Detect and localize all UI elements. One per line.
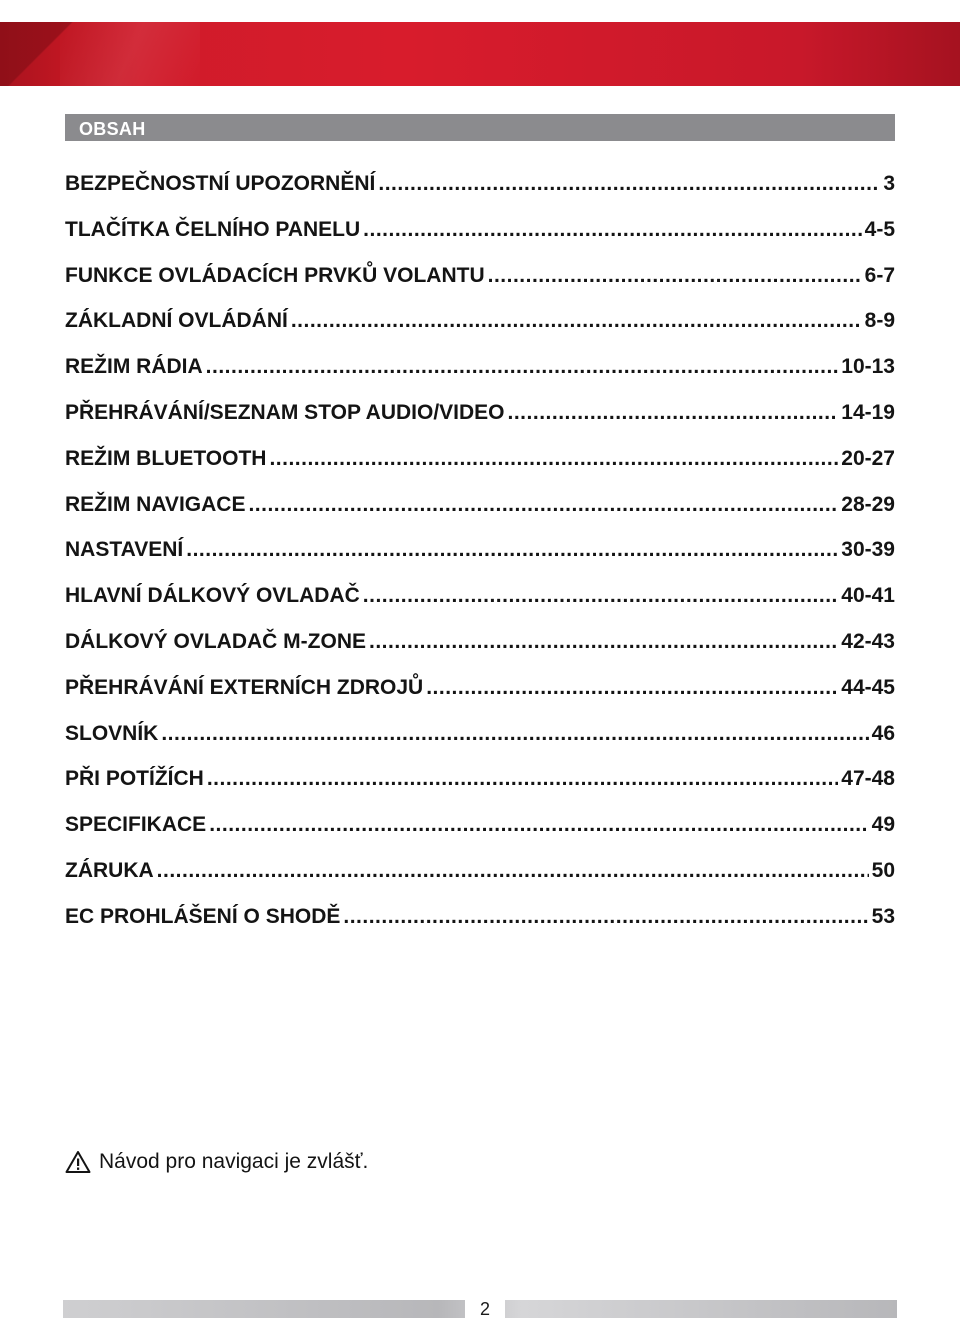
toc-label: REŽIM BLUETOOTH: [65, 446, 267, 470]
toc-page: 40-41: [841, 584, 895, 608]
toc-label: PŘEHRÁVÁNÍ EXTERNÍCH ZDROJŮ: [65, 675, 424, 699]
dot-leader: [269, 447, 838, 471]
toc-entry[interactable]: [65, 401, 895, 447]
section-title: OBSAH: [79, 119, 146, 139]
toc-page: 44-45: [841, 675, 895, 699]
page-number: 2: [465, 1299, 505, 1319]
toc-page: 47-48: [841, 767, 895, 791]
toc-entry[interactable]: [65, 309, 895, 355]
dot-leader: [363, 584, 839, 608]
brand-bar-highlight: [60, 22, 200, 86]
toc-entry[interactable]: [65, 767, 895, 813]
toc-label: REŽIM NAVIGACE: [65, 492, 246, 516]
toc-label: PŘEHRÁVÁNÍ/SEZNAM STOP AUDIO/VIDEO: [65, 400, 505, 424]
toc-page: 6-7: [864, 263, 895, 287]
dot-leader: [291, 309, 862, 333]
dot-leader: [363, 218, 861, 242]
toc-label: NASTAVENÍ: [65, 538, 184, 562]
toc-page: 53: [871, 904, 895, 928]
dot-leader: [186, 538, 838, 562]
toc-entry[interactable]: [65, 355, 895, 401]
toc-page: 8-9: [864, 309, 895, 333]
toc-page: 42-43: [841, 629, 895, 653]
toc-page: 50: [871, 858, 895, 882]
table-of-contents: [65, 172, 895, 951]
toc-entry[interactable]: [65, 447, 895, 493]
toc-page: 28-29: [841, 492, 895, 516]
toc-entry[interactable]: [65, 218, 895, 264]
dot-leader: [209, 813, 868, 837]
toc-page: 3: [883, 172, 895, 195]
note-text: Návod pro navigaci je zvlášť.: [99, 1150, 369, 1173]
dot-leader: [378, 172, 880, 196]
toc-label: SLOVNÍK: [65, 721, 159, 745]
toc-label: DÁLKOVÝ OVLADAČ M-ZONE: [65, 629, 366, 653]
toc-entry[interactable]: [65, 859, 895, 905]
toc-page: 20-27: [841, 446, 895, 470]
toc-entry[interactable]: [65, 813, 895, 859]
toc-entry[interactable]: [65, 493, 895, 539]
toc-page: 46: [871, 721, 895, 745]
toc-label: TLAČÍTKA ČELNÍHO PANELU: [65, 217, 361, 241]
toc-page: 10-13: [841, 355, 895, 379]
section-header: [65, 114, 895, 141]
dot-leader: [248, 493, 838, 517]
brand-header-bar: [0, 22, 960, 86]
toc-entry[interactable]: [65, 172, 895, 218]
toc-label: BEZPEČNOSTNÍ UPOZORNĚNÍ: [65, 172, 376, 195]
dot-leader: [207, 767, 838, 791]
dot-leader: [343, 905, 868, 929]
toc-entry[interactable]: [65, 538, 895, 584]
dot-leader: [426, 676, 838, 700]
dot-leader: [488, 264, 862, 288]
toc-label: SPECIFIKACE: [65, 813, 207, 837]
warning-icon: [65, 1150, 91, 1174]
dot-leader: [157, 859, 869, 883]
dot-leader: [508, 401, 839, 425]
toc-page: 49: [871, 813, 895, 837]
toc-page: 4-5: [864, 217, 895, 241]
toc-label: ZÁKLADNÍ OVLÁDÁNÍ: [65, 309, 288, 333]
toc-label: EC PROHLÁŠENÍ O SHODĚ: [65, 904, 341, 928]
toc-page: 30-39: [841, 538, 895, 562]
toc-entry[interactable]: [65, 676, 895, 722]
navigation-note: [65, 1150, 368, 1174]
toc-label: PŘI POTÍŽÍCH: [65, 767, 204, 791]
top-margin: [0, 0, 960, 22]
toc-entry[interactable]: [65, 584, 895, 630]
toc-entry[interactable]: [65, 264, 895, 310]
dot-leader: [369, 630, 838, 654]
toc-entry[interactable]: [65, 630, 895, 676]
toc-label: HLAVNÍ DÁLKOVÝ OVLADAČ: [65, 584, 360, 608]
toc-label: REŽIM RÁDIA: [65, 355, 203, 379]
toc-entry[interactable]: [65, 722, 895, 768]
dot-leader: [206, 355, 839, 379]
dot-leader: [161, 722, 868, 746]
toc-label: ZÁRUKA: [65, 858, 154, 882]
toc-entry[interactable]: [65, 905, 895, 951]
toc-label: FUNKCE OVLÁDACÍCH PRVKŮ VOLANTU: [65, 263, 485, 287]
toc-page: 14-19: [841, 400, 895, 424]
